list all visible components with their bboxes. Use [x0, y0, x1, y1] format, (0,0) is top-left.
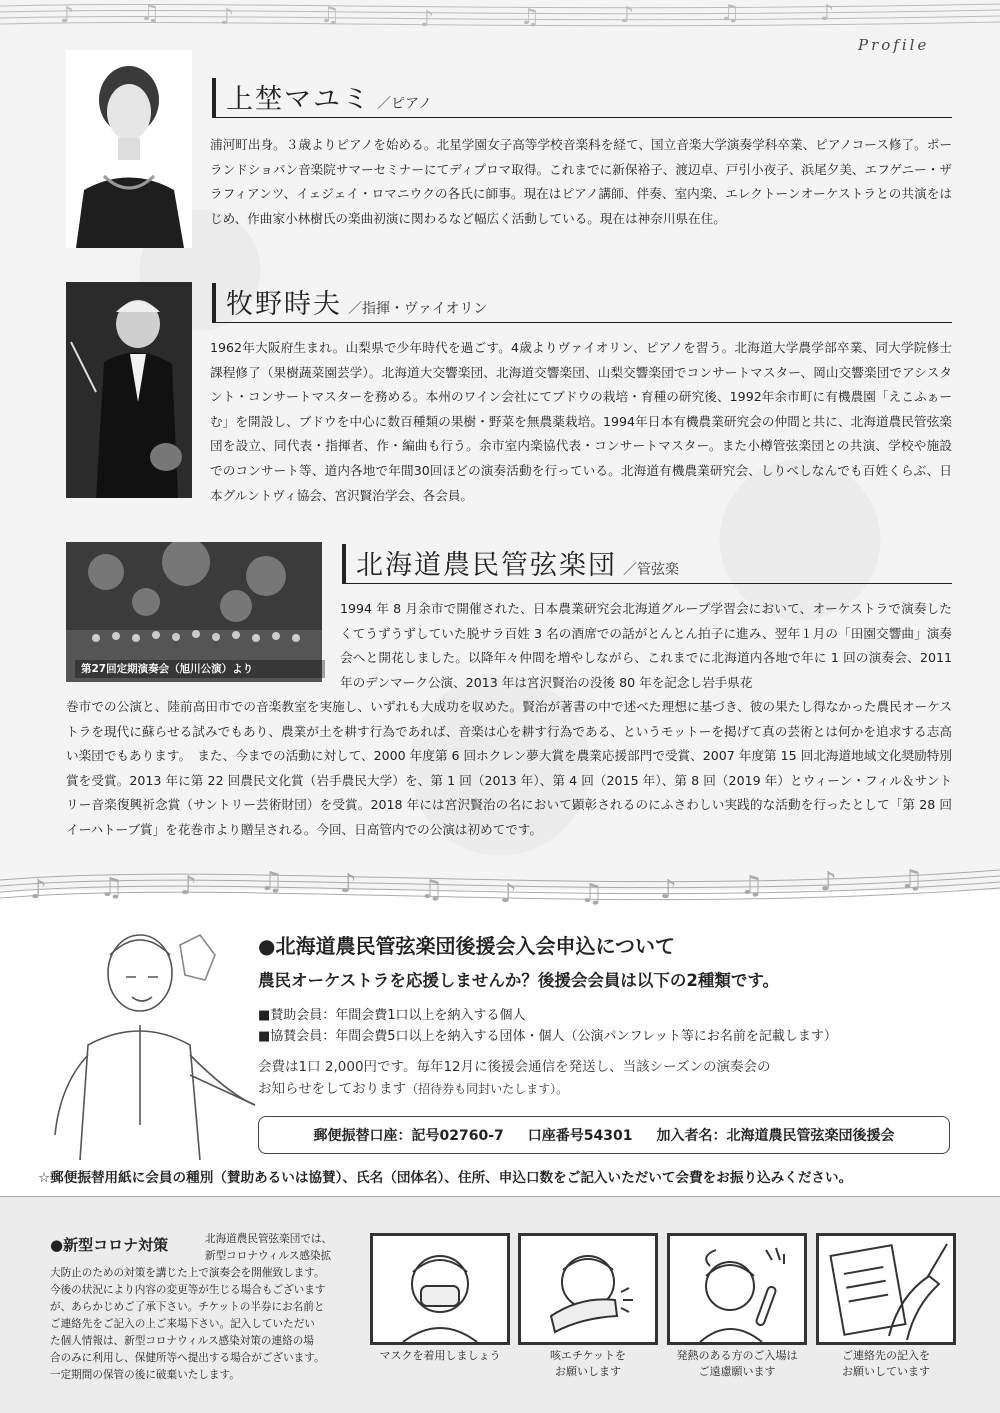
- svg-text:♫: ♫: [900, 865, 924, 895]
- svg-text:♫: ♫: [320, 3, 340, 28]
- svg-text:♫: ♫: [720, 1, 740, 26]
- orchestra-photo-caption: 第27回定期演奏会（旭川公演）より: [75, 660, 325, 678]
- svg-text:♫: ♫: [140, 1, 160, 26]
- covid-text-line: が、あらかじめご了承下さい。チケットの半券にお名前と: [50, 1301, 325, 1313]
- covid-text-line: た個人情報は、新型コロナウィルス感染対策の連絡の場: [50, 1335, 314, 1347]
- svg-text:♫: ♫: [520, 5, 540, 30]
- cough-card: [518, 1233, 658, 1345]
- pianist-name: 上埜マユミ: [226, 84, 371, 115]
- fee-line-1: 会費は1口 2,000円です。毎年12月に後援会通信を発送し、当該シーズンの演奏会の: [258, 1059, 771, 1075]
- orchestra-name: 北海道農民管弦楽団: [356, 550, 617, 581]
- svg-text:♫: ♫: [260, 867, 284, 897]
- fee-line-2: [258, 1077, 568, 1097]
- postal-account-symbol: 郵便振替口座：記号02760-7: [313, 1128, 504, 1144]
- mask-icon: [373, 1236, 507, 1342]
- contact-caption-line: ご連絡先の記入を: [842, 1349, 930, 1362]
- member-type-supporting: ■賛助会員：年間会費1口以上を納入する個人: [258, 1008, 526, 1023]
- contact-caption: [816, 1348, 956, 1380]
- svg-text:♪: ♪: [820, 1, 835, 26]
- svg-text:♪: ♪: [420, 7, 435, 32]
- pianist-photo: [66, 50, 192, 248]
- svg-text:♪: ♪: [620, 3, 635, 28]
- covid-text-line: 一定期間の保管の後に破棄いたします。: [50, 1369, 240, 1381]
- postal-account-number: 口座番号54301: [527, 1128, 633, 1144]
- conductor-illustration: [40, 925, 265, 1160]
- fever-card: [667, 1233, 807, 1345]
- svg-text:♪: ♪: [660, 875, 677, 905]
- cough-caption: [518, 1348, 658, 1380]
- fever-caption: [667, 1348, 807, 1380]
- contact-card: [816, 1233, 956, 1345]
- pianist-title: [212, 78, 952, 118]
- contact-caption-line: お願いしています: [842, 1365, 930, 1378]
- conductor-name: 牧野時夫: [226, 289, 342, 320]
- svg-text:♪: ♪: [60, 3, 75, 28]
- profile-label: Profile: [858, 36, 930, 54]
- covid-text-line: 合のみに利用し、保健所等へ提出する場合がございます。: [50, 1352, 325, 1364]
- conductor-bio: 1962年大阪府生まれ。山梨県で少年時代を過ごす。4歳よりヴァイオリン、ピアノを習う。北海道大学農学部卒業、同大学院修士課程修了（果樹蔬菜園芸学）。北海道大交響楽団、北海道交響楽団、山梨交響楽団でコンサートマスター、岡山交響楽団でアシスタント・コンサートマスターを務める。本州のワイン会社にてブドウの栽培・育種の研究後、1992年余市町に有機農園「えこふぁーむ」を開設し、ブドウを中心に数百種類の果樹・野菜を無農薬栽培。1994年日本有機農業研究会の仲間と共に、北海道農民管弦楽団を設立、同代表・指揮者、作・編曲も行う。余市室内楽協代表・コンサートマスター。また小樽管弦楽団との共演、学校や施設でのコンサート等、道内各地で年間30回ほどの演奏活動を行っている。北海道有機農業研究会、しりべしなんでも百姓くらぶ、日本グルントヴィ協会、宮沢賢治学会、各会員。: [210, 340, 952, 503]
- svg-text:♪: ♪: [30, 875, 47, 905]
- svg-text:♪: ♪: [180, 871, 197, 901]
- svg-text:♪: ♪: [340, 869, 357, 899]
- svg-text:♫: ♫: [580, 879, 604, 909]
- conductor-photo: [66, 282, 192, 498]
- orchestra-title: [342, 544, 952, 584]
- postal-transfer-box: [258, 1116, 950, 1154]
- svg-text:♫: ♫: [420, 875, 444, 905]
- fever-caption-line: ご遠慮願います: [698, 1365, 776, 1378]
- orchestra-role: ／管弦楽: [623, 562, 679, 578]
- support-title: ●北海道農民管弦楽団後援会入会申込について: [258, 934, 676, 958]
- svg-text:♫: ♫: [100, 873, 124, 903]
- fee-line-2-note: （招待券も同封いたします）。: [406, 1082, 569, 1096]
- support-subtitle: 農民オーケストラを応援しませんか？後援会会員は以下の2種類です。: [258, 971, 780, 990]
- pianist-role: ／ピアノ: [377, 96, 432, 112]
- covid-text-main: [50, 1265, 355, 1384]
- fever-icon: [670, 1236, 804, 1342]
- covid-text-side-line: 北海道農民管弦楽団では、: [205, 1233, 333, 1245]
- music-staff-top: [0, 0, 1000, 40]
- covid-text-line: 大防止のための対策を講じた上で演奏会を開催致します。: [50, 1267, 325, 1279]
- contact-form-icon: [819, 1236, 953, 1342]
- music-staff-middle: [0, 850, 1000, 930]
- pianist-bio: 浦河町出身。３歳よりピアノを始める。北星学園女子高等学校音楽科を経て、国立音楽大学演奏学科卒業、ピアノコース修了。ポーランドショパン音楽院サマーセミナーにてディプロマ取得。これまでに新保裕子、渡辺卓、戸引小夜子、浜尾夕美、エフゲニー・ザラフィアンツ、イェジェイ・ロマニウクの各氏に師事。現在はピアノ講師、伴奏、室内楽、エレクトーンオーケストラとの共演をはじめ、作曲家小林樹氏の楽曲初演に関わるなど幅広く活動している。現在は神奈川県在住。: [210, 137, 952, 226]
- fever-caption-line: 発熱のある方のご入場は: [676, 1349, 798, 1362]
- covid-text-side-line: 新型コロナウィルス感染拡: [205, 1250, 332, 1262]
- conductor-role: ／指揮・ヴァイオリン: [348, 301, 488, 317]
- orchestra-bio-top: 1994 年 8 月余市で開催された、日本農業研究会北海道グループ学習会において、オーケストラで演奏したくてうずうずしていた脱サラ百姓 3 名の酒席での話がとんとん拍子に進み、翌年１月の「田園交響曲」演奏会へと開花しました。以降年々仲間を増やしながら、これまでに北海道内各地で年に 1 回の演奏会、2011 年のデンマーク公演、2013 年は宮沢賢治の没後 80 年を記念し岩手県花: [340, 601, 952, 690]
- svg-text:♪: ♪: [220, 5, 235, 30]
- svg-text:♪: ♪: [820, 867, 837, 897]
- covid-text-side: [205, 1231, 355, 1265]
- svg-text:♫: ♫: [740, 871, 764, 901]
- conductor-title: [212, 283, 952, 323]
- mask-caption-line: マスクを着用しましょう: [379, 1349, 501, 1362]
- svg-text:♪: ♪: [500, 879, 517, 909]
- covid-heading: ●新型コロナ対策: [50, 1236, 169, 1254]
- mask-card: [370, 1233, 510, 1345]
- member-type-sponsoring: ■協賛会員：年間会費5口以上を納入する団体・個人（公演パンフレット等にお名前を記載します）: [258, 1029, 837, 1044]
- postal-account-holder: 加入者名：北海道農民管弦楽団後援会: [656, 1128, 895, 1144]
- covid-text-line: ご連絡先をご記入の上ご来場下さい。記入していただい: [50, 1318, 315, 1330]
- mask-caption: [370, 1348, 510, 1364]
- cough-caption-line: 咳エチケットを: [549, 1349, 626, 1362]
- fee-line-2-text: お知らせをしております: [258, 1081, 407, 1097]
- covid-text-line: 今後の状況により内容の変更等が生じる場合もございます: [50, 1284, 326, 1296]
- transfer-note: ☆郵便振替用紙に会員の種別（賛助あるいは協賛）、氏名（団体名）、住所、申込口数をご記入いただいて会費をお振り込みください。: [38, 1170, 853, 1186]
- cough-etiquette-icon: [521, 1236, 655, 1342]
- cough-caption-line: お願いします: [555, 1365, 621, 1378]
- orchestra-bio-bottom: 巻市での公演と、陸前高田市での音楽教室を実施し、いずれも大成功を収めた。賢治が著書の中で述べた理想に基づき、彼の果たし得なかった農民オーケストラを現代に蘇らせる試みでもあり、農業が土を耕す行為であれば、音楽は心を耕す行為である、というモットーを掲げて真の芸術とは何かを追求する志高い楽団でもあります。 また、今までの活動に対して、2000 年度第 6 回ホクレン夢大賞を農業応援部門で受賞、2007 年度第 15 回北海道地域文化奨励特別賞を受賞。2013 年に第 22 回農民文化賞（岩手農民大学）を、第 1 回（2013 年）、第 4 回（2015 年）、第 8 回（2019 年）とウィーン・フィル＆サントリー音楽復興祈念賞（サントリー芸術財団）を受賞。2018 年には宮沢賢治の名において顕彰されるのにふさわしい実践的な活動を行ったとして「第 28 回イーハトーブ賞」を花巻市より贈呈される。今回、日高管内での公演は初めてです。: [66, 699, 952, 837]
